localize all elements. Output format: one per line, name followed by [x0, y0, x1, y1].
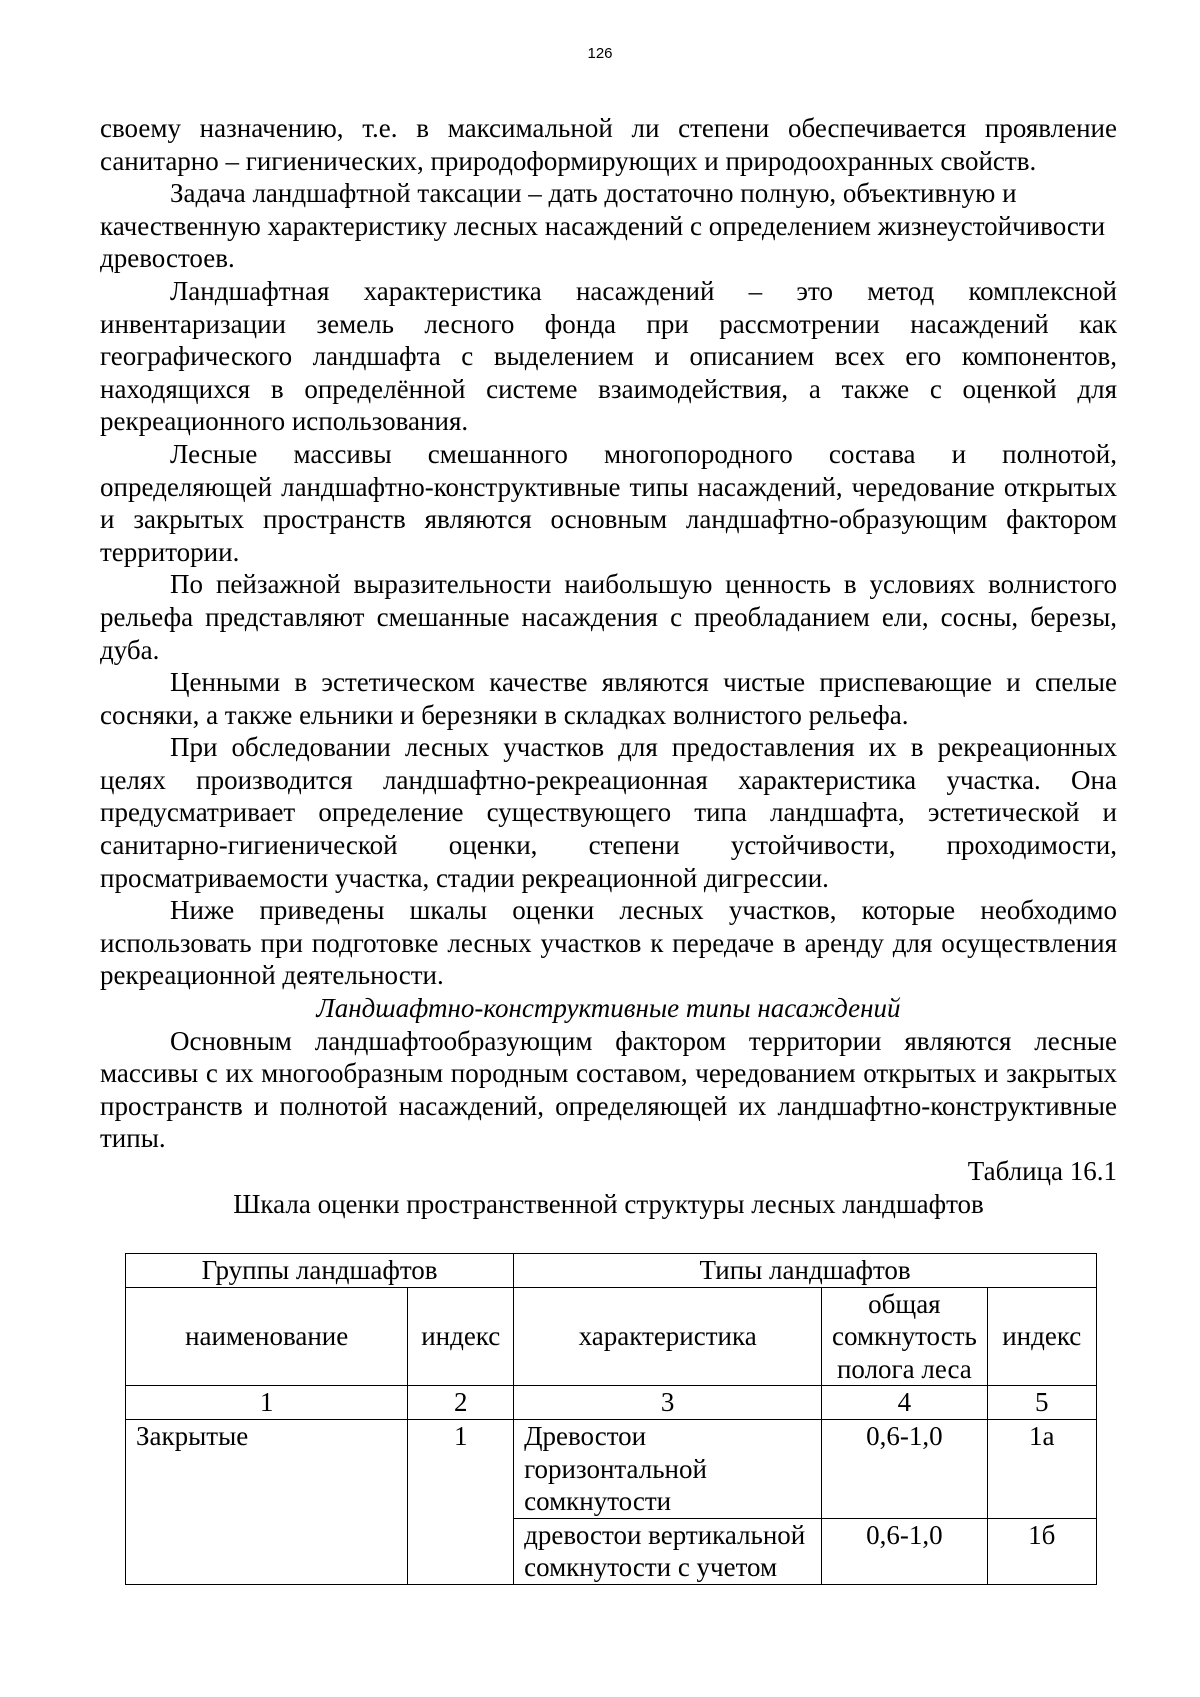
- document-body: [100, 112, 1117, 1220]
- column-number: 3: [514, 1386, 822, 1420]
- paragraph: При обследовании лесных участков для предоставления их в рекреационных целях производится ландшафтно-рекреационная характеристика участка. Она предусматривает определение существующего типа ландшафта, эстетической и санитарно-гигиенической оценки, степени устойчивости, проходимости, просматриваемости участка, стадии рекреационной дигрессии.: [100, 732, 1117, 893]
- header-index: индекс: [408, 1287, 514, 1386]
- cell-characteristic: древостои вертикальной сомкнутости с учетом: [514, 1518, 822, 1584]
- column-number: 4: [822, 1386, 987, 1420]
- paragraph: Ценными в эстетическом качестве являются чистые приспевающие и спелые сосняки, а также ельники и березняки в складках волнистого рельефа.: [100, 667, 1117, 730]
- column-number: 5: [987, 1386, 1096, 1420]
- cell-group-index: 1: [408, 1419, 514, 1584]
- landscape-structure-table: [125, 1253, 1097, 1585]
- table-label: Таблица 16.1: [967, 1156, 1117, 1186]
- table-subheader-row: [126, 1287, 1097, 1386]
- paragraph: Основным ландшафтообразующим фактором территории являются лесные массивы с их многообразным породным составом, чередованием открытых и закрытых пространств и полнотой насаждений, определяющей их ландшафтно-конструктивные типы.: [100, 1025, 1117, 1154]
- header-closure: общая сомкнутость полога леса: [822, 1287, 987, 1386]
- header-type-index: индекс: [987, 1287, 1096, 1386]
- paragraph: Задача ландшафтной таксации – дать достаточно полную, объективную и качественную характеристику лесных насаждений с определением жизнеустойчивости древостоев.: [100, 178, 1106, 274]
- header-name: наименование: [126, 1287, 408, 1386]
- column-number: 2: [408, 1386, 514, 1420]
- paragraph: Лесные массивы смешанного многопородного состава и полнотой, определяющей ландшафтно-конструктивные типы насаждений, чередование открытых и закрытых пространств являются основным ландшафтно-образующим фактором территории.: [100, 438, 1117, 567]
- header-characteristic: характеристика: [514, 1287, 822, 1386]
- cell-characteristic: Древостои горизонтальной сомкнутости: [514, 1419, 822, 1518]
- page-number: 126: [587, 45, 613, 62]
- header-types: Типы ландшафтов: [514, 1254, 1097, 1288]
- paragraph: Ландшафтная характеристика насаждений – это метод комплексной инвентаризации земель лесного фонда при рассмотрении насаждений как географического ландшафта с выделением и описанием всех его компонентов, находящихся в определённой системе взаимодействия, а также с оценкой для рекреационного использования.: [100, 275, 1117, 437]
- cell-type-index: 1б: [987, 1518, 1096, 1584]
- table-number-row: [126, 1386, 1097, 1420]
- table-row: [126, 1419, 1097, 1518]
- paragraph: По пейзажной выразительности наибольшую ценность в условиях волнистого рельефа представляют смешанные насаждения с преобладанием ели, сосны, березы, дуба.: [100, 569, 1117, 665]
- table-header-row: [126, 1254, 1097, 1288]
- paragraph: Ниже приведены шкалы оценки лесных участков, которые необходимо использовать при подготовке лесных участков к передаче в аренду для осуществления рекреационной деятельности.: [100, 895, 1117, 991]
- paragraph: своему назначению, т.е. в максимальной ли степени обеспечивается проявление санитарно – гигиенических, природоформирующих и природоохранных свойств.: [100, 113, 1117, 176]
- cell-closure: 0,6-1,0: [822, 1518, 987, 1584]
- column-number: 1: [126, 1386, 408, 1420]
- cell-group-name: Закрытые: [126, 1419, 408, 1584]
- cell-type-index: 1а: [987, 1419, 1096, 1518]
- header-group: Группы ландшафтов: [126, 1254, 514, 1288]
- table-title: Шкала оценки пространственной структуры лесных ландшафтов: [233, 1188, 984, 1219]
- cell-closure: 0,6-1,0: [822, 1419, 987, 1518]
- section-subheading: Ландшафтно-конструктивные типы насаждений: [316, 993, 901, 1024]
